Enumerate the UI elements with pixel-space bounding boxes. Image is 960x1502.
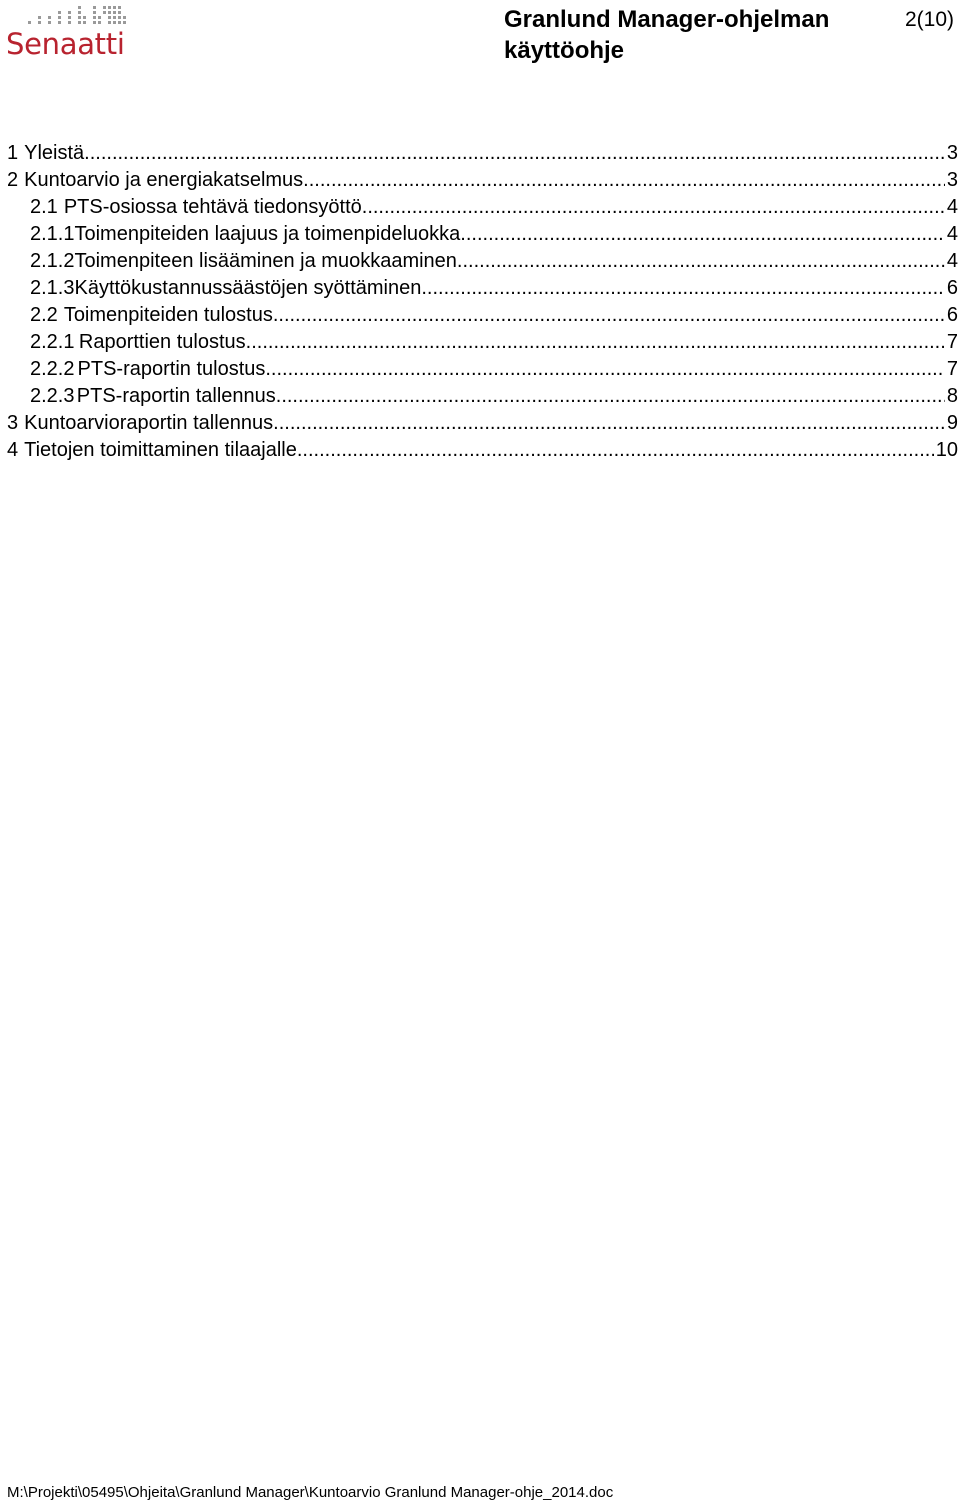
logo-dots-graphic [28,4,128,28]
logo-text: Senaatti [6,27,125,61]
toc-entry[interactable] [7,356,958,383]
logo-dot [113,21,116,24]
toc-dot-leader [460,221,945,248]
toc-dot-leader [273,410,945,437]
toc-entry[interactable] [7,302,958,329]
logo-dot [123,21,126,24]
toc-entry[interactable] [7,329,958,356]
toc-entry-number: 2.2 [30,304,58,326]
toc-entry[interactable] [7,194,958,221]
toc-entry-title: Yleistä [24,142,85,164]
logo-dot [78,11,81,14]
toc-entry-title: Tietojen toimittaminen tilaajalle [24,439,297,461]
logo-dot [113,11,116,14]
logo-dot [58,21,61,24]
toc-entry-page: 7 [946,331,958,353]
logo-dot [48,21,51,24]
toc-dot-leader [457,248,945,275]
toc-entry-number: 2.1.1 [30,223,75,245]
toc-entry-page: 7 [946,358,958,380]
toc-entry[interactable] [7,383,958,410]
toc-entry-page: 4 [946,196,958,218]
toc-entry-number: 2.2.3 [30,385,75,407]
logo-dot [58,11,61,14]
toc-entry-page: 8 [946,385,958,407]
toc-dot-leader [265,356,945,383]
toc-entry[interactable] [7,437,958,464]
logo-dot [98,16,101,19]
logo-dot [103,11,106,14]
logo-dot [68,21,71,24]
logo-dot [123,16,126,19]
logo-dot [103,6,106,9]
toc-entry-page: 3 [946,142,958,164]
toc-entry-number: 2 [7,169,19,191]
toc-dot-leader [246,329,945,356]
toc-entry-page: 3 [946,169,958,191]
logo-dot [113,16,116,19]
logo-dot [68,16,71,19]
toc-entry-number: 4 [7,439,19,461]
logo-dot [113,6,116,9]
logo-dot [48,16,51,19]
logo-dot [93,11,96,14]
toc-dot-leader [297,437,934,464]
logo-dot [83,21,86,24]
toc-entry[interactable] [7,248,958,275]
logo-dot [78,21,81,24]
toc-entry-number: 2.2.1 [30,331,75,353]
logo-dot [78,16,81,19]
logo-dot [118,11,121,14]
toc-entry-page: 4 [946,250,958,272]
footer-file-path: M:\Projekti\05495\Ohjeita\Granlund Manager\Kuntoarvio Granlund Manager-ohje_2014.doc [7,1484,614,1501]
logo-dot [118,16,121,19]
logo-dot [93,6,96,9]
toc-entry-number: 3 [7,412,19,434]
logo-dot [58,16,61,19]
toc-entry-title: PTS-raportin tulostus [77,358,266,380]
toc-entry-title: Toimenpiteiden laajuus ja toimenpideluokka [74,223,461,245]
toc-dot-leader [303,167,945,194]
logo-dot [68,11,71,14]
toc-entry-page: 9 [946,412,958,434]
toc-entry-page: 4 [946,223,958,245]
logo-dot [83,16,86,19]
toc-entry-page: 6 [946,304,958,326]
toc-dot-leader [421,275,945,302]
document-title: Granlund Manager-ohjelman käyttöohje [504,6,830,64]
toc-entry-title: Kuntoarvio ja energiakatselmus [24,169,304,191]
toc-dot-leader [362,194,945,221]
logo-dot [93,21,96,24]
toc-entry[interactable] [7,140,958,167]
toc-entry-number: 2.1 [30,196,58,218]
toc-entry-number: 2.2.2 [30,358,75,380]
toc-entry-number: 2.1.3 [30,277,75,299]
logo-dot [93,16,96,19]
logo-dot [28,21,31,24]
senaatti-logo [6,4,146,62]
toc-entry-number: 2.1.2 [30,250,75,272]
toc-entry[interactable] [7,410,958,437]
table-of-contents [7,140,958,464]
logo-dot [118,6,121,9]
logo-dot [108,11,111,14]
toc-dot-leader [273,302,945,329]
toc-entry[interactable] [7,167,958,194]
toc-entry-title: PTS-raportin tallennus [76,385,276,407]
logo-dot [38,16,41,19]
toc-entry[interactable] [7,275,958,302]
toc-entry-page: 10 [935,439,958,461]
page-number: 2(10) [904,8,954,31]
logo-dot [38,21,41,24]
logo-dot [108,21,111,24]
logo-dot [108,16,111,19]
toc-entry-title: Toimenpiteen lisääminen ja muokkaaminen [74,250,457,272]
logo-dot [78,6,81,9]
toc-entry-page: 6 [946,277,958,299]
toc-entry-title: Kuntoarvioraportin tallennus [24,412,274,434]
toc-dot-leader [276,383,945,410]
toc-entry-title: PTS-osiossa tehtävä tiedonsyöttö [63,196,362,218]
toc-dot-leader [84,140,945,167]
toc-entry[interactable] [7,221,958,248]
toc-entry-number: 1 [7,142,19,164]
logo-dot [108,6,111,9]
logo-dot [98,21,101,24]
logo-dot [118,21,121,24]
toc-entry-title: Toimenpiteiden tulostus [63,304,273,326]
toc-entry-title: Käyttökustannussäästöjen syöttäminen [74,277,422,299]
toc-entry-title: Raporttien tulostus [78,331,246,353]
